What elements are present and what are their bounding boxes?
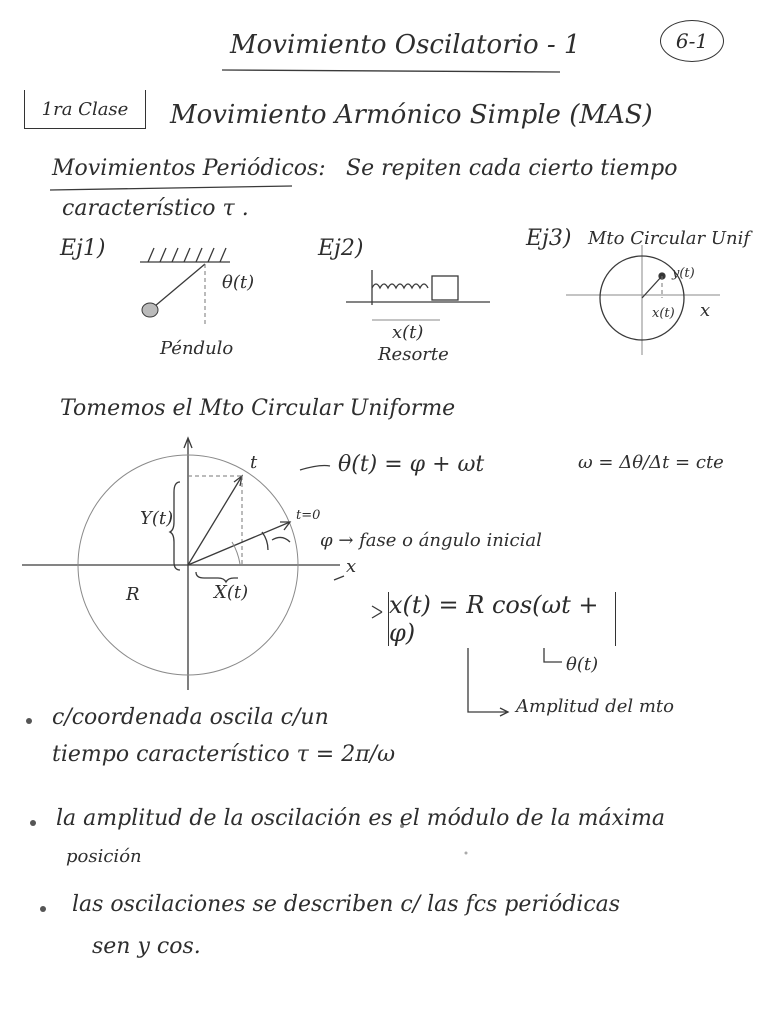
example-1-angle: θ(t) [222,272,255,293]
title-underline [222,70,560,72]
class-label: 1ra Clase [24,90,146,129]
periodic-underline [50,186,292,190]
example-2-caption: Resorte [378,344,449,365]
periodic-definition-2: característico τ . [62,196,249,221]
example-3-x-label: x(t) [652,306,675,321]
bullet-1-line-1: c/coordenada oscila c/un [52,705,329,730]
circular-t-label: t [250,452,258,473]
circular-t0-label: t=0 [296,508,321,523]
bullet-2-line-2: posición [66,846,142,867]
bullet-marker [26,718,32,724]
example-1-caption: Péndulo [160,338,234,359]
circular-motion-diagram-small [566,245,720,355]
bullet-marker [40,906,46,912]
example-2-label: Ej2) [318,236,364,261]
example-3-title: Mto Circular Unif [588,228,751,249]
circular-r-label: R [126,584,140,605]
bullet-1-line-2: tiempo característico τ = 2π/ω [52,742,396,767]
bullet-3-line-2: sen y cos. [92,934,201,959]
example-3-y-label: y(t) [672,266,695,281]
section-title: Movimiento Armónico Simple (MAS) [170,100,653,130]
example-3-label: Ej3) [526,226,572,251]
bullet-3-line-1: las oscilaciones se describen c/ las fcs periódicas [72,892,621,917]
phase-note: φ → fase o ángulo inicial [320,530,542,551]
circular-y-label: Y(t) [140,508,174,529]
theta-note: θ(t) [566,654,599,675]
circular-heading: Tomemos el Mto Circular Uniforme [60,396,456,421]
circular-axis-label: x [346,556,357,577]
example-3-axis-label: x [700,300,711,321]
bullet-2-line-1: la amplitud de la oscilación es el módulo de la máxima [56,806,666,831]
page-title: Movimiento Oscilatorio - 1 [230,30,581,60]
periodic-definition-1: Se repiten cada cierto tiempo [346,156,678,181]
periodic-heading: Movimientos Periódicos: [52,156,326,181]
amplitude-note: Amplitud del mto [516,696,674,717]
theta-equation: θ(t) = φ + ωt [338,452,485,477]
page-number: 6-1 [660,20,724,62]
circular-motion-diagram [22,438,344,690]
position-formula: x(t) = R cos(ωt + φ) [388,592,616,646]
omega-equation: ω = Δθ/Δt = cte [578,452,724,473]
pendulum-diagram [140,248,230,325]
example-1-label: Ej1) [60,236,106,261]
circular-x-label: X(t) [214,582,249,603]
example-2-position: x(t) [392,322,424,343]
bullet-marker [30,820,36,826]
spring-diagram [346,270,490,320]
